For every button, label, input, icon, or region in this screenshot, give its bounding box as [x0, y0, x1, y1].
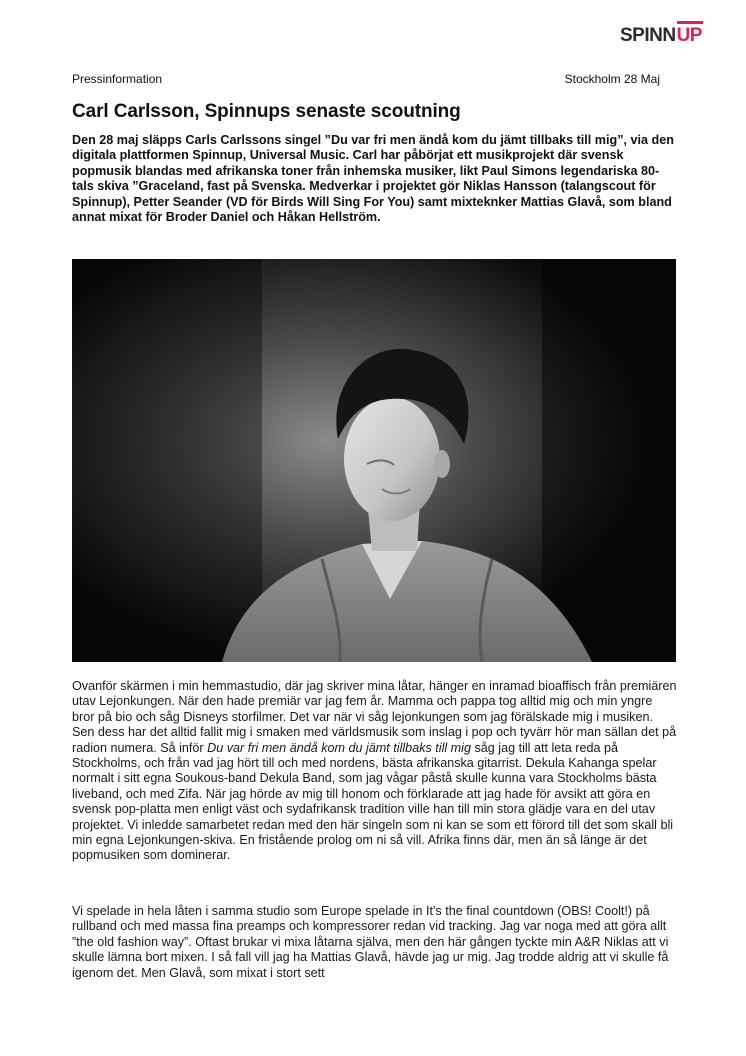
article-title: Carl Carlsson, Spinnups senaste scoutning: [72, 101, 461, 122]
logo-text-up: [677, 26, 702, 45]
body-paragraph-1: [72, 679, 678, 864]
logo-accent-bar: [677, 21, 703, 24]
body-paragraph-2: Vi spelade in hela låten i samma studio som Europe spelade in It's the final countdown (OBS! Coolt!) på rullband och med massa fina preamps och kompressorer redan vid tracking. Jag var noga med att göra allt ”the old fashion way”. Oftast brukar vi mixa låtarna själva, men den här gången tyckte min A&R Niklas att vi skulle lämna bort mixen. I så fall vill jag ha Mattias Glavå, hävde jag ur mig. Jag trodde aldrig att vi skulle få igenom det. Men Glavå, som mixat i stort sett: [72, 904, 669, 980]
body-paragraph-1-part-a: Ovanför skärmen i min hemmastudio, där jag skriver mina låtar, hänger en inramad bioaffisch från premiären utav Lejonkungen. När den hade premiär var jag fem år. Mamma och pappa tog alltid mig och min yngre bror på bio och såg Disneys storfilmer. Det var när vi såg lejonkungen som jag förälskade mig i musiken. Sen dess har det alltid fallit mig i smaken med världsmusik som inslag i pop och tyvärr hör man sällan det på radion numera. Så inför: [72, 679, 677, 755]
logo-up-label: UP: [676, 25, 702, 46]
artist-photo: [72, 259, 676, 662]
press-info-label: Pressinformation: [72, 72, 163, 86]
spinnup-logo: [620, 23, 718, 45]
date-location-label: Stockholm 28 Maj: [564, 72, 660, 86]
body-paragraph-1-part-b: såg jag till att leta reda på Stockholms, och från vad jag hört till och med nordens, bästa afrikanska gitarrist. Dekula Kahanga spelar normalt i sitt egna Soukous-band Dekula Band, som jag vågar påstå skulle kunna vara Stockholms bästa liveband, och med Zifa. När jag hörde av mig till honom och förklarade att jag hade för avsikt att göra en svensk pop-platta men enligt väst och sydafrikansk tradition ville han till min stora glädje vara en del utav projektet. Vi inledde samarbetet redan med den här singeln som ni kan se som ett förord till det som skall bli min egna Lejonkungen-skiva. En fristående prolog om ni så vill. Afrika finns där, men än så länge är det popmusiken som dominerar.: [72, 740, 674, 863]
article-lead: Den 28 maj släpps Carls Carlssons singel ”Du var fri men ändå kom du jämt tillbaks till mig”, via den digitala plattformen Spinnup, Universal Music. Carl har påbörjat ett musikprojekt där svensk popmusik blandas med afrikanska toner från inhemska musiker, likt Paul Simons legendariska 80-tals skiva ”Graceland, fast på Svenska. Medverkar i projektet gör Niklas Hansson (talangscout för Spinnup), Petter Seander (VD för Birds Will Sing For You) samt mixteknker Mattias Glavå, som bland annat mixat för Broder Daniel och Håkan Hellström.: [72, 133, 674, 225]
single-title-italic: Du var fri men ändå kom du jämt tillbaks till mig: [207, 740, 471, 755]
artist-photo-illustration: [72, 259, 676, 662]
logo-text-spinn: SPINN: [620, 25, 676, 46]
